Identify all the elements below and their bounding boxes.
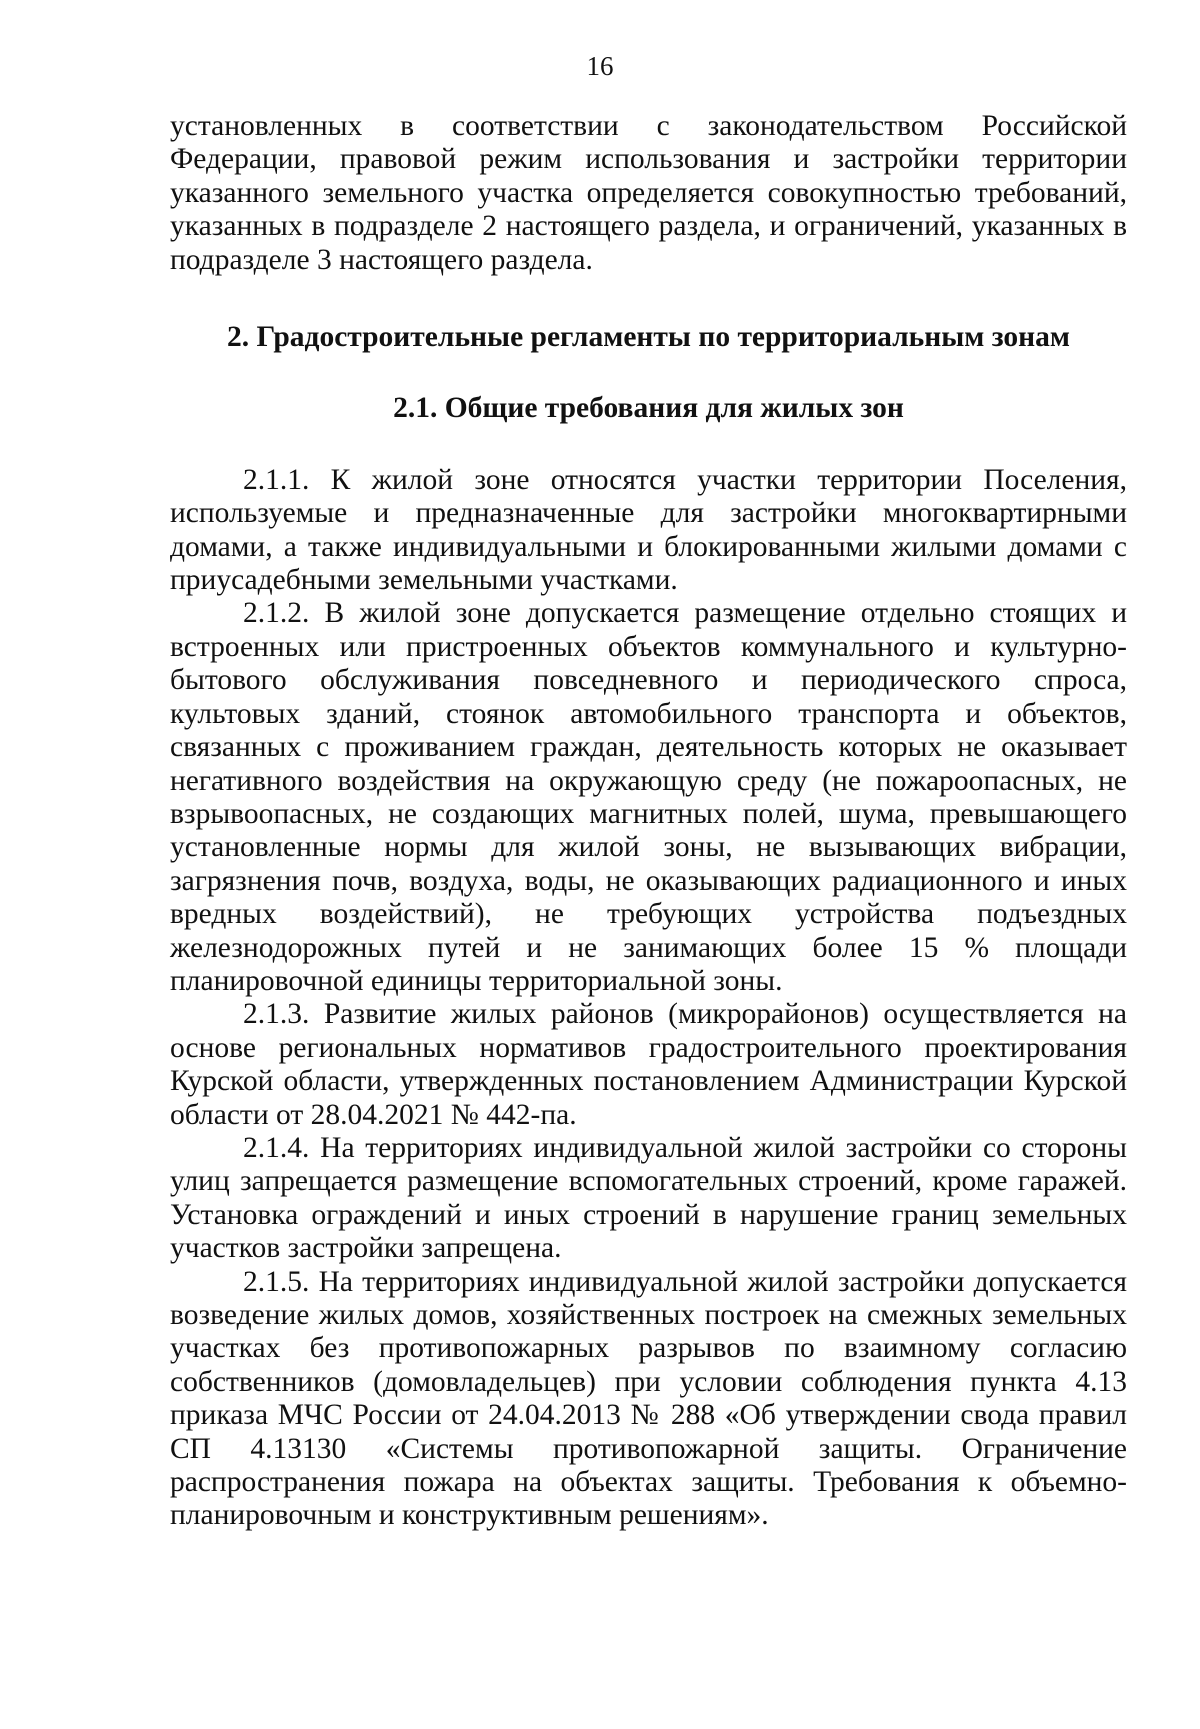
clause-2-1-2: 2.1.2. В жилой зоне допускается размещение отдельно стоящих и встроенных или пристроенных объектов коммунального и культурно-бытового обслуживания повседневного и периодического спроса, культовых зданий, стоянок автомобильного транспорта и объектов, связанных с проживанием граждан, деятельность которых не оказывает негативного воздействия на окружающую среду (не пожароопасных, не взрывоопасных, не создающих магнитных полей, шума, превышающего установленные нормы для жилой зоны, не вызывающих вибрации, загрязнения почв, воздуха, воды, не оказывающих радиационного и иных вредных воздействий), не требующих устройства подъездных железнодорожных путей и не занимающих более 15 % площади планировочной единицы территориальной зоны. (170, 597, 1127, 997)
page-content (170, 110, 1127, 1533)
clause-2-1-1: 2.1.1. К жилой зоне относятся участки территории Поселения, используемые и предназначенные для застройки многоквартирными домами, а также индивидуальными и блокированными жилыми домами с приусадебными земельными участками. (170, 463, 1127, 597)
clause-2-1-3: 2.1.3. Развитие жилых районов (микрорайонов) осуществляется на основе региональных нормативов градостроительного проектирования Курской области, утвержденных постановлением Администрации Курской области от 28.04.2021 № 442-па. (170, 998, 1127, 1131)
intro-paragraph: установленных в соответствии с законодательством Российской Федерации, правовой режим использования и застройки территории указанного земельного участка определяется совокупностью требований, указанных в подразделе 2 настоящего раздела, и ограничений, указанных в подразделе 3 настоящего раздела. (170, 110, 1127, 276)
section-heading: 2. Градостроительные регламенты по территориальным зонам (226, 321, 1071, 354)
subsection-heading: 2.1. Общие требования для жилых зон (393, 392, 904, 425)
page-number: 16 (586, 51, 614, 81)
clause-2-1-4: 2.1.4. На территориях индивидуальной жилой застройки со стороны улиц запрещается размещение вспомогательных строений, кроме гаражей. Установка ограждений и иных строений в нарушение границ земельных участков застройки запрещена. (170, 1131, 1127, 1265)
clause-2-1-5: 2.1.5. На территориях индивидуальной жилой застройки допускается возведение жилых домов, хозяйственных построек на смежных земельных участках без противопожарных разрывов по взаимному согласию собственников (домовладельцев) при условии соблюдения пункта 4.13 приказа МЧС России от 24.04.2013 № 288 «Об утверждении свода правил СП 4.13130 «Системы противопожарной защиты. Ограничение распространения пожара на объектах защиты. Требования к объемно-планировочным и конструктивным решениям». (170, 1265, 1127, 1532)
